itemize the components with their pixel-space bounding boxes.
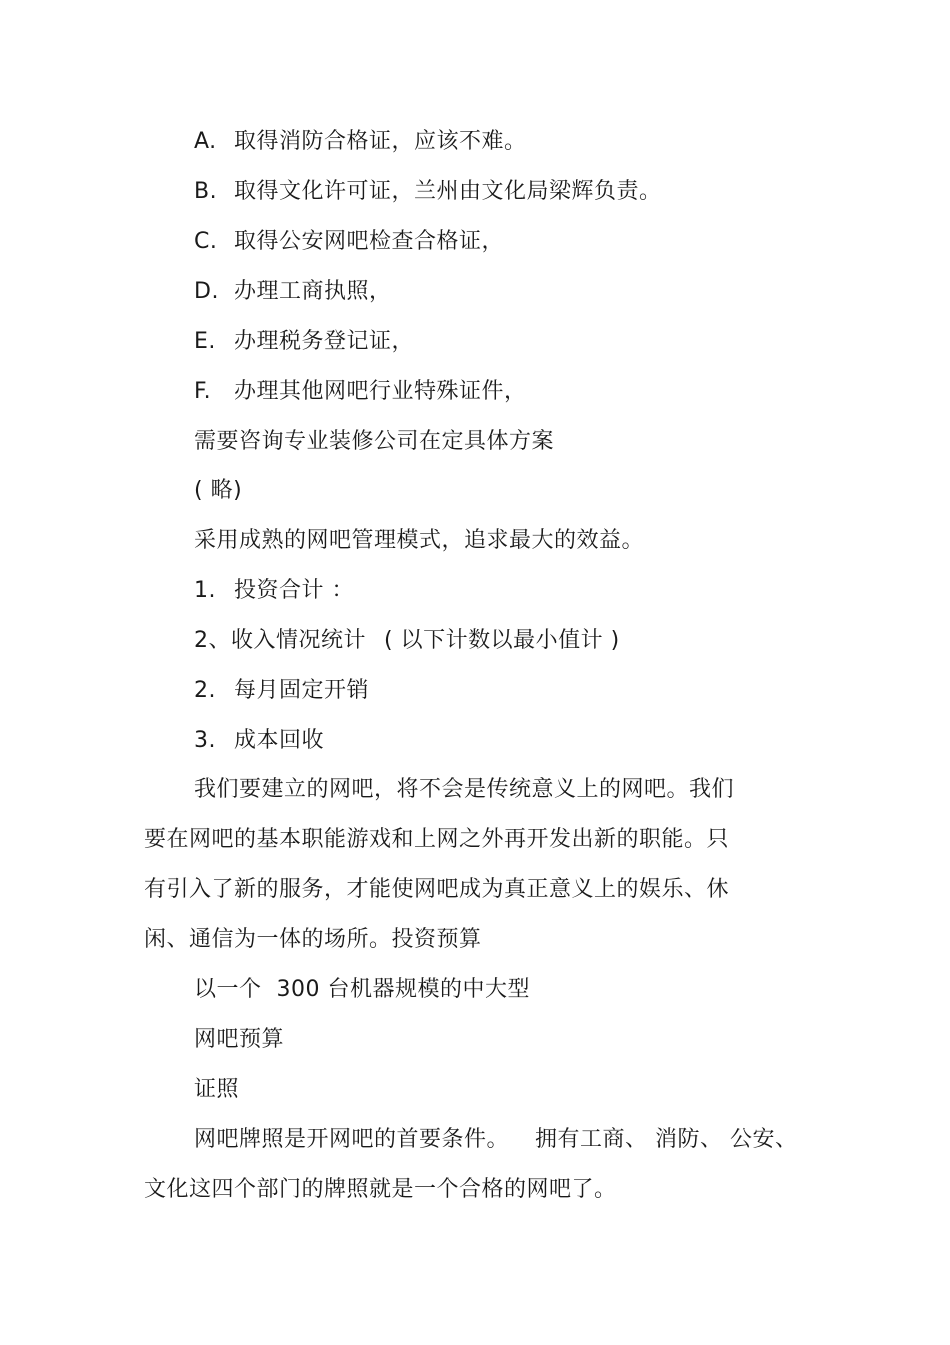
list-item-label: B. bbox=[194, 179, 218, 204]
decoration-omitted: ( 略) bbox=[194, 478, 243, 503]
budget-item-note: ( 以下计数以最小值计 ) bbox=[384, 628, 620, 653]
budget-item-text: 收入情况统计 bbox=[231, 628, 367, 653]
budget-item-investment bbox=[194, 576, 354, 606]
list-item-text: 取得文化许可证，兰州由文化局梁辉负责。 bbox=[234, 179, 662, 204]
list-item-text: 取得消防合格证，应该不难。 bbox=[234, 129, 527, 154]
decoration-line: 需要咨询专业装修公司在定具体方案 bbox=[194, 429, 555, 454]
list-item-label: E. bbox=[194, 329, 216, 354]
budget-item-label: 2. bbox=[194, 678, 216, 703]
list-item-d bbox=[194, 277, 392, 307]
budget-heading: 网吧预算 bbox=[194, 1027, 285, 1052]
list-item-c bbox=[194, 227, 504, 257]
list-item-text: 办理工商执照， bbox=[234, 279, 392, 304]
list-item-a bbox=[194, 127, 527, 157]
paragraph-line: 我们要建立的网吧，将不会是传统意义上的网吧。我们 bbox=[194, 777, 735, 802]
list-item-label: F. bbox=[194, 379, 212, 404]
paragraph-line: 有引入了新的服务，才能使网吧成为真正意义上的娱乐、休 bbox=[144, 877, 730, 902]
list-item-text: 办理税务登记证， bbox=[234, 329, 415, 354]
list-item-label: C. bbox=[194, 229, 218, 254]
list-item-text: 取得公安网吧检查合格证， bbox=[234, 229, 505, 254]
budget-item-text: 成本回收 bbox=[234, 728, 325, 753]
budget-item-label: 3. bbox=[194, 728, 216, 753]
list-item-label: D. bbox=[194, 279, 219, 304]
budget-item-cost-recovery bbox=[194, 726, 324, 756]
license-paragraph-text: 拥有工商、 消防、 公安、 bbox=[535, 1127, 798, 1152]
license-paragraph-line bbox=[194, 1125, 798, 1155]
paragraph-line: 闲、通信为一体的场所。投资预算 bbox=[144, 927, 482, 952]
license-heading: 证照 bbox=[194, 1077, 240, 1102]
budget-item-label: 2、 bbox=[194, 628, 231, 653]
license-paragraph-text: 网吧牌照是开网吧的首要条件。 bbox=[194, 1127, 510, 1152]
list-item-e bbox=[194, 327, 414, 357]
management-line: 采用成熟的网吧管理模式，追求最大的效益。 bbox=[194, 528, 645, 553]
budget-item-text: 投资合计 ： bbox=[234, 578, 354, 603]
list-item-label: A. bbox=[194, 129, 217, 154]
budget-item-monthly-cost bbox=[194, 676, 369, 706]
paragraph-line: 要在网吧的基本职能游戏和上网之外再开发出新的职能。只 bbox=[144, 827, 730, 852]
budget-item-text: 每月固定开销 bbox=[234, 678, 370, 703]
scale-line: 以一个 300 台机器规模的中大型 bbox=[194, 977, 530, 1002]
license-paragraph-line: 文化这四个部门的牌照就是一个合格的网吧了。 bbox=[144, 1177, 617, 1202]
list-item-f bbox=[194, 377, 527, 407]
budget-item-income bbox=[194, 626, 620, 656]
list-item-b bbox=[194, 177, 662, 207]
list-item-text: 办理其他网吧行业特殊证件， bbox=[234, 379, 527, 404]
budget-item-label: 1. bbox=[194, 578, 216, 603]
